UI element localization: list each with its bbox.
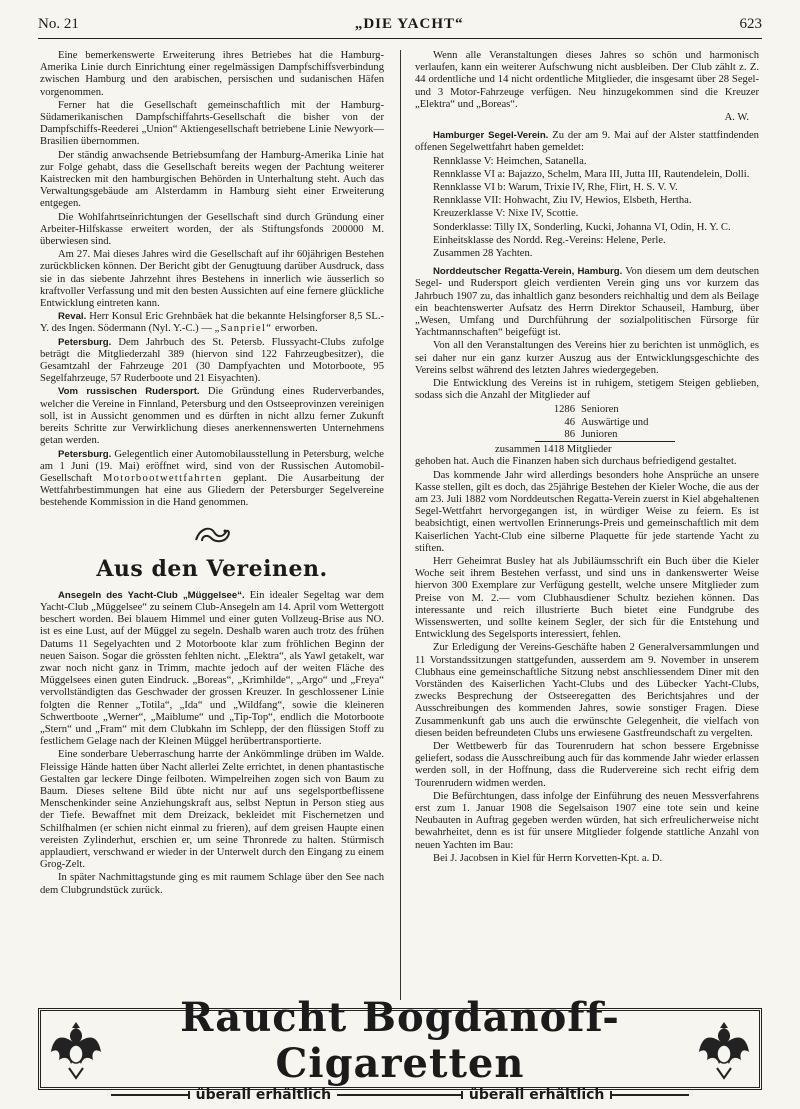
page-header: [38, 16, 762, 38]
member-row: 1286 Senioren: [553, 404, 619, 416]
paragraph: gehoben hat. Auch die Finanzen haben sich durchaus befriedigend gestaltet.: [415, 456, 737, 468]
paragraph: Die Entwicklung des Vereins ist in ruhigem, stetigem Steigen geblieben, sodass sich die Anzahl der Mitglieder auf: [415, 378, 759, 402]
section-title: Aus den Vereinen.: [96, 555, 328, 582]
race-class: Rennklasse VII: Hohwacht, Ziu IV, Hewios, Elsbeth, Hertha.: [433, 195, 692, 207]
news-mueggelsee: Ansegeln des Yacht-Club „Müggelsee“. Ein idealer Segeltag war dem Yacht-Club „Müggelsee“ zu seinem Club-Ansegeln am 14. April vom Wettergott beschert worden. Bei blauem Himmel und einer guten Vollzeug-Brise aus NO. ist es eine Lust, auf der Müggel zu segeln. Deshalb waren auch trotz des frühen Datums 11 Segelyachten und 2 Motorboote klar zum fröhlichen Beginn der neuen Saison. Sogar die grössten fehlten nicht. „Elektra“, als Yawl getakelt, war zwar noch nicht ganz in Trimm, machte jedoch auf der weiten Fläche des Müggelsees einen guten Eindruck. „Boreas“, „Krimhilde“, „Argo“ und „Freya“ vervollständigten das Geschwader der grossen Kreuzer. In geschlossener Linie folgten die Renner „Totila“, „Ida“ und „Wildfang“, sowie die kleineren Schwertboote „Werner“, „Maiblume“ und „Tip-Top“, endlich die Motorboote „Stern“ und „Fram“ mit dem Clubkahn im Schlepp, der den flüssigen Stoff zu festlichem Gelage nach der Kleinen Müggel herübertransportierte.: [40, 589, 384, 748]
ad-rule: [111, 1094, 190, 1096]
news-lead: Petersburg.: [58, 336, 112, 348]
right-column: [415, 50, 759, 1000]
ad-sub-text: überall erhältlich: [468, 1087, 605, 1103]
signature: A. W.: [724, 112, 749, 124]
member-table: [415, 404, 759, 442]
news-lead: Petersburg.: [58, 448, 112, 460]
paragraph: Zur Erledigung der Vereins-Geschäfte haben 2 Generalversammlungen und 11 Vorstandssitzungen stattgefunden, ausserdem am 9. November in unserem Clubhaus eine gemeinschaftliche Sitzung nebst anschliessendem Diner mit den Vorständen des Kaiserlichen Yacht-Clubs und des Lübecker Yacht-Clubs, zwecks Besprechung der Ostseeregatten des Berichtsjahres und der Ausschreibungen des kommenden Jahres, sowie sonstiger Fragen. Diese Zusammenkunft gab uns auch die erwünschte Gelegenheit, die vielfach von diesen beiden befreundeten Clubs uns erwiesene Gastfreundschaft zu vergelten.: [415, 642, 759, 739]
cigarette-advertisement: [38, 994, 762, 1103]
paragraph: Der Wettbewerb für das Tourenrudern hat schon bessere Ergebnisse geliefert, sodass die Ausschreibung auch für das kommende Jahr wieder erlassen werden soll, in der Hoffnung, dass die Rudervereine sich recht eifrig dem Tourenrudern widmen werden.: [415, 740, 759, 789]
paragraph: Von all den Veranstaltungen des Vereins hier zu berichten ist unmöglich, es sei daher nur ein ganz kurzer Auszug aus der Entwicklungsgeschichte des Vereins selbst während des letzten Jahres wiedergegeben.: [415, 340, 759, 376]
issue-number: No. 21: [38, 16, 79, 32]
page-number: 623: [739, 16, 762, 32]
news-lead: Vom russischen Rudersport.: [58, 386, 200, 398]
ad-title: Raucht Bogdanoff-Cigaretten: [180, 994, 620, 1087]
news-lead: Reval.: [58, 311, 87, 323]
ad-subline: [111, 1087, 689, 1103]
race-total: Zusammen 28 Yachten.: [433, 248, 533, 260]
race-class: Rennklasse VI b: Warum, Trixie IV, Rhe, Flirt, H. S. V. V.: [433, 182, 678, 194]
journal-title: „DIE YACHT“: [354, 16, 464, 32]
race-class: Kreuzerklasse V: Nixe IV, Scottie.: [433, 208, 579, 220]
paragraph: Eine sonderbare Ueberraschung harrte der Ankömmlinge drüben im Walde. Fleissige Hände hatten über Nacht allerlei Zelte errichtet, in denen phantastische Gestalten gar leckere Dinge feilboten. Wimpelreihen zogen sich von Baum zu Baum. Dieses seltene Bild übte nicht nur auf uns segelsportbeflissene Menschenkinder seine Anziehungskraft aus, selbst Neptun in Person stieg aus der Tiefe. Bewaffnet mit dem Dreizack, bekleidet mit Fischernetzen und Schilfhalmen (er schien nicht einmal zu frieren), auf dem greisen Haupte einen vereisten Zylinderhut, erschien er, um seine Thronrede zu halten. Stürmisch applaudiert, verschwand er wieder in der Unterwelt durch den Eingang zu einem Grog-Zelt.: [40, 749, 384, 871]
ad-sub-text: überall erhältlich: [195, 1087, 332, 1103]
seahorse-ornament-icon: [40, 524, 384, 550]
news-petersburg: Petersburg. Dem Jahrbuch des St. Petersb. Flussyacht-Clubs zufolge beträgt die Mitgliederzahl 389 (hiervon sind 122 Fahrzeugbesitzer), die Gesamtzahl der Fahrzeuge 201 (30 Dampfyachten und Motorboote, 95 Segelfahrzeuge, 57 Ruderboote und 21 Eisyachten).: [40, 336, 384, 385]
paragraph: Die Wohlfahrtseinrichtungen der Gesellschaft sind durch Gründung einer Arbeiter-Hilfskasse erweitert worden, der als Stiftungsfonds 200000 M. überwiesen sind.: [40, 211, 384, 248]
column-divider: [400, 50, 401, 1000]
left-eagle-emblem-icon: [41, 1018, 111, 1080]
race-class: Sonderklasse: Tilly IX, Sonderling, Kucki, Johanna VI, Odin, H. Y. C.: [433, 221, 731, 233]
news-rudersport: Vom russischen Rudersport. Die Gründung eines Ruderverbandes, welcher die Vereine in Finnland, Petersburg und den Ostseeprovinzen vereinigen soll, ist in Aussicht genommen und es dürften in nicht allzu ferner Zukunft bereits Schritte zur Verwirklichung dieses anerkennenswerten Unternehmens getan werden.: [40, 386, 384, 447]
paragraph: Eine bemerkenswerte Erweiterung ihres Betriebes hat die Hamburg-Amerika Linie durch Einrichtung einer regelmässigen Dampfschiffsverbindung zwischen Hamburg und den arabischen, persischen und sudanischen Häfen vorgenommen.: [40, 50, 384, 98]
paragraph: Bei J. Jacobsen in Kiel für Herrn Korvetten-Kpt. a. D.: [433, 852, 663, 864]
news-lead: Norddeutscher Regatta-Verein, Hamburg.: [433, 266, 623, 278]
paragraph: In später Nachmittagstunde ging es mit raumem Schlage über den See nach dem Clubgrundstück zurück.: [40, 872, 384, 896]
news-petersburg-2: Petersburg. Gelegentlich einer Automobilausstellung in Petersburg, welche am 1 Juni (19. Mai) eröffnet wird, sind von der Russischen Automobil-Gesellschaft Motorbootwettfahrten geplant. Die Ausarbeitung der Wettfahrbestimmungen hat eine aus Gliedern der Petersburger Segelvereine bestehende Kommission in die Hand genommen.: [40, 448, 384, 509]
paragraph: Herr Geheimrat Busley hat als Jubiläumsschrift ein Buch über die Kieler Woche seit ihrem Bestehen verfasst, und sind uns in dankenswerter Weise hiervon 300 Exemplare zur Verfügung gestellt, welche unsere Mitglieder zum Preise von M. 2.— vom Clubhausdiener Schultz beziehen können. Das interessante und reich illustrierte Buch bietet eine Fundgrube des Wissenswerten, und sollte keinem Segler, der sich für die Entstehung und Entwicklung des Segelsports interessiert, fehlen.: [415, 555, 759, 641]
right-eagle-emblem-icon: [689, 1018, 759, 1080]
race-class: Einheitsklasse des Nordd. Reg.-Vereins: Helene, Perle.: [433, 234, 666, 246]
paragraph: Wenn alle Veranstaltungen dieses Jahres so schön und harmonisch verlaufen, kann ein weiterer Aufschwung nicht ausbleiben. Der Club zählt z. Z. 44 ordentliche und 14 nicht ordentliche Mitglieder, die insgesamt über 28 Segel- und 3 Motor-Fahrzeuge verfügen. Neu hinzugekommen sind die Kreuzer „Elektra“ und „Boreas“.: [415, 50, 759, 110]
news-lead: Ansegeln des Yacht-Club „Müggelsee“.: [58, 589, 245, 601]
paragraph: Am 27. Mai dieses Jahres wird die Gesellschaft auf ihr 60jährigen Bestehen zurückblicken können. Der Bericht gibt der Genugtuung darüber Ausdruck, dass sie in das siebente Jahrzehnt ihres Bestehens in innerlich wie äusserlich so kraftvoller Verfassung und mit den besten Aussichten auf eine fernere glückliche Entwicklung eintreten kann.: [40, 249, 384, 310]
news-lead: Hamburger Segel-Verein.: [433, 130, 549, 142]
paragraph: Das kommende Jahr wird allerdings besonders hohe Ansprüche an unsere Kasse stellen, gilt es doch, das 25jährige Bestehen der Kieler Woche, die aus der am 23. Juli 1882 vom Norddeutschen Regatta-Verein zuerst in Kiel abgehaltenen Segel-Wettfahrt hervorgegangen ist, in würdiger Weise zu feiern. Es ist beabsichtigt, einen wertvollen Erinnerungs-Preis und gemeinschaftlich mit dem Kaiserlichen Yacht-Club eine silberne Plaquette für jede startende Yacht zu stiften.: [415, 469, 759, 554]
news-nrv: Norddeutscher Regatta-Verein, Hamburg. Von diesem um dem deutschen Segel- und Rudersport gleich verdienten Verein ging uns vor kurzem das Jahrbuch 1907 zu, das inhaltlich ganz besonders reichhaltig und dem als Beilage ein beachtenswerter Aufsatz des Herrn Direktor Schauseil, Hamburg, über „Wesen, Umfang und Durchführung der sozialpolitischen Fürsorge für Yachtmannschaften“ beigefügt ist.: [415, 266, 759, 339]
paragraph: Der ständig anwachsende Betriebsumfang der Hamburg-Amerika Linie hat zur Folge gehabt, dass die Gesellschaft bereits wegen der Pachtung weiterer Kaistrecken mit den hamburgischen Behörden in Unterhaltung steht. Auch das Verwaltungsgebäude am Alsterdamm in Hamburg sieht einer Erweiterung entgegen.: [40, 149, 384, 210]
member-row: 46 Auswärtige und: [564, 416, 649, 428]
ad-rule: [610, 1094, 689, 1096]
ad-rule: [337, 1094, 463, 1096]
race-class: Rennklasse VI a: Bajazzo, Schelm, Mara III, Jutta III, Rautendelein, Dolli.: [433, 168, 750, 180]
header-rule: [38, 38, 762, 39]
member-total: zusammen 1418 Mitglieder: [495, 444, 612, 456]
left-column: [40, 50, 384, 1000]
race-class: Rennklasse V: Heimchen, Satanella.: [433, 155, 587, 167]
member-row: 86 Junioren: [535, 429, 675, 442]
news-hsv: Hamburger Segel-Verein. Zu der am 9. Mai auf der Alster stattfindenden offenen Segelwettfahrt haben gemeldet:: [415, 130, 759, 154]
news-reval: Reval. Herr Konsul Eric Grehnbäek hat die bekannte Helsingforser 8,5 SL.-Y. des Ingen. Södermann (Nyl. Y.-C.) — „Sanpriel“ erworben.: [40, 311, 384, 335]
paragraph: Ferner hat die Gesellschaft gemeinschaftlich mit der Hamburg-Südamerikanischen Dampfschiffahrts-Gesellschaft die bisher von der Dampfschiffs-Reederei „Union“ Aktiengesellschaft betriebene Linie Newyork—Brasilien übernommen.: [40, 99, 384, 148]
paragraph: Die Befürchtungen, dass infolge der Einführung des neuen Messverfahrens erst zum 1. Januar 1908 die Segelsaison 1907 eine tote sein und keine Neubauten in Auftrag gegeben werden würden, hat sich erfreulicherweise nicht bewahrheitet, denn es ist für unsere Mitglieder folgende stattliche Anzahl von neuen Yachten im Bau:: [415, 790, 759, 851]
